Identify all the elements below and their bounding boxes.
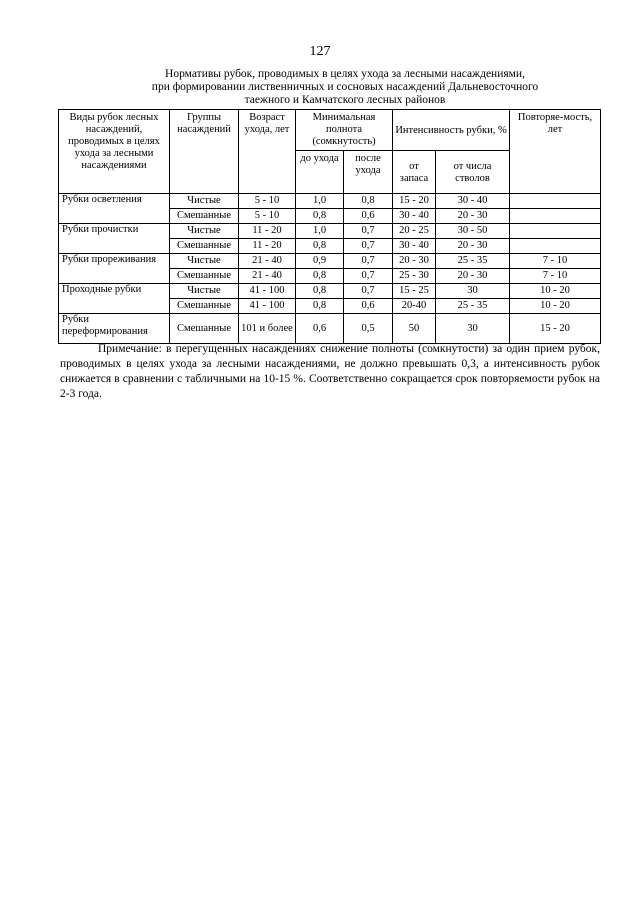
norms-table	[58, 109, 601, 344]
group-cell: Смешанные	[170, 239, 239, 254]
header-density-after: после ухода	[344, 151, 393, 194]
density-after-cell: 0,8	[344, 194, 393, 209]
trunks-cell: 20 - 30	[436, 239, 510, 254]
density-after-cell: 0,6	[344, 299, 393, 314]
repeat-cell	[510, 209, 601, 224]
note-paragraph	[60, 342, 600, 402]
document-title	[80, 68, 610, 107]
age-cell: 11 - 20	[239, 239, 296, 254]
trunks-cell: 30	[436, 314, 510, 344]
kind-cell: Рубки осветления	[59, 194, 170, 224]
stock-cell: 15 - 25	[393, 284, 436, 299]
density-after-cell: 0,7	[344, 239, 393, 254]
age-cell: 41 - 100	[239, 299, 296, 314]
stock-cell: 20 - 30	[393, 254, 436, 269]
density-before-cell: 1,0	[296, 194, 344, 209]
density-before-cell: 1,0	[296, 224, 344, 239]
header-group: Группы насаждений	[170, 110, 239, 194]
trunks-cell: 20 - 30	[436, 269, 510, 284]
trunks-cell: 25 - 35	[436, 299, 510, 314]
age-cell: 5 - 10	[239, 209, 296, 224]
header-density: Минимальная полнота (сомкнутость)	[296, 110, 393, 151]
kind-cell: Рубки переформирования	[59, 314, 170, 344]
kind-cell: Рубки прочистки	[59, 224, 170, 254]
title-line-3: таежного и Камчатского лесных районов	[244, 94, 446, 106]
table-row	[59, 254, 601, 269]
title-line-2: при формировании лиственничных и сосновых насаждений Дальневосточного	[151, 81, 539, 93]
density-before-cell: 0,8	[296, 284, 344, 299]
group-cell: Смешанные	[170, 269, 239, 284]
age-cell: 5 - 10	[239, 194, 296, 209]
density-before-cell: 0,9	[296, 254, 344, 269]
repeat-cell	[510, 194, 601, 209]
table-row	[59, 284, 601, 299]
density-before-cell: 0,8	[296, 209, 344, 224]
table-row	[59, 224, 601, 239]
density-after-cell: 0,7	[344, 254, 393, 269]
stock-cell: 20 - 25	[393, 224, 436, 239]
density-before-cell: 0,6	[296, 314, 344, 344]
kind-cell: Рубки прореживания	[59, 254, 170, 284]
density-before-cell: 0,8	[296, 239, 344, 254]
stock-cell: 15 - 20	[393, 194, 436, 209]
title-line-1: Нормативы рубок, проводимых в целях ухода за лесными насаждениями,	[165, 68, 525, 80]
group-cell: Чистые	[170, 284, 239, 299]
table-row	[59, 314, 601, 344]
repeat-cell: 7 - 10	[510, 254, 601, 269]
header-intensity-trunks: от числа стволов	[436, 151, 510, 194]
age-cell: 21 - 40	[239, 269, 296, 284]
stock-cell: 50	[393, 314, 436, 344]
header-intensity-stock: от запаса	[393, 151, 436, 194]
group-cell: Чистые	[170, 194, 239, 209]
trunks-cell: 30 - 40	[436, 194, 510, 209]
note-text: Примечание: в перегущенных насаждениях снижение полноты (сомкнутости) за один прием рубок, проводимых в целях ухода за лесными насаждениями, не должно превышать 0,3, а интенсивность рубок снижается в сравнении с табличными на 10-15 %. Соответственно сокращается срок повторяемости рубок на 2-3 года.	[60, 343, 600, 400]
density-before-cell: 0,8	[296, 269, 344, 284]
header-intensity: Интенсивность рубки, %	[393, 110, 510, 151]
age-cell: 101 и более	[239, 314, 296, 344]
group-cell: Смешанные	[170, 209, 239, 224]
trunks-cell: 25 - 35	[436, 254, 510, 269]
repeat-cell	[510, 239, 601, 254]
repeat-cell: 10 - 20	[510, 284, 601, 299]
stock-cell: 25 - 30	[393, 269, 436, 284]
density-after-cell: 0,7	[344, 269, 393, 284]
density-after-cell: 0,5	[344, 314, 393, 344]
group-cell: Смешанные	[170, 299, 239, 314]
repeat-cell	[510, 224, 601, 239]
group-cell: Смешанные	[170, 314, 239, 344]
age-cell: 11 - 20	[239, 224, 296, 239]
kind-cell: Проходные рубки	[59, 284, 170, 314]
trunks-cell: 30	[436, 284, 510, 299]
stock-cell: 30 - 40	[393, 209, 436, 224]
age-cell: 41 - 100	[239, 284, 296, 299]
density-after-cell: 0,7	[344, 284, 393, 299]
density-after-cell: 0,6	[344, 209, 393, 224]
repeat-cell: 10 - 20	[510, 299, 601, 314]
group-cell: Чистые	[170, 254, 239, 269]
header-kind: Виды рубок лесных насаждений, проводимых в целях ухода за лесными насаждениями	[59, 110, 170, 194]
header-repeat: Повторяе-мость, лет	[510, 110, 601, 194]
trunks-cell: 20 - 30	[436, 209, 510, 224]
table-row	[59, 194, 601, 209]
repeat-cell: 15 - 20	[510, 314, 601, 344]
stock-cell: 30 - 40	[393, 239, 436, 254]
repeat-cell: 7 - 10	[510, 269, 601, 284]
header-age: Возраст ухода, лет	[239, 110, 296, 194]
density-before-cell: 0,8	[296, 299, 344, 314]
header-density-before: до ухода	[296, 151, 344, 194]
group-cell: Чистые	[170, 224, 239, 239]
page-number: 127	[309, 44, 331, 59]
stock-cell: 20-40	[393, 299, 436, 314]
density-after-cell: 0,7	[344, 224, 393, 239]
trunks-cell: 30 - 50	[436, 224, 510, 239]
age-cell: 21 - 40	[239, 254, 296, 269]
